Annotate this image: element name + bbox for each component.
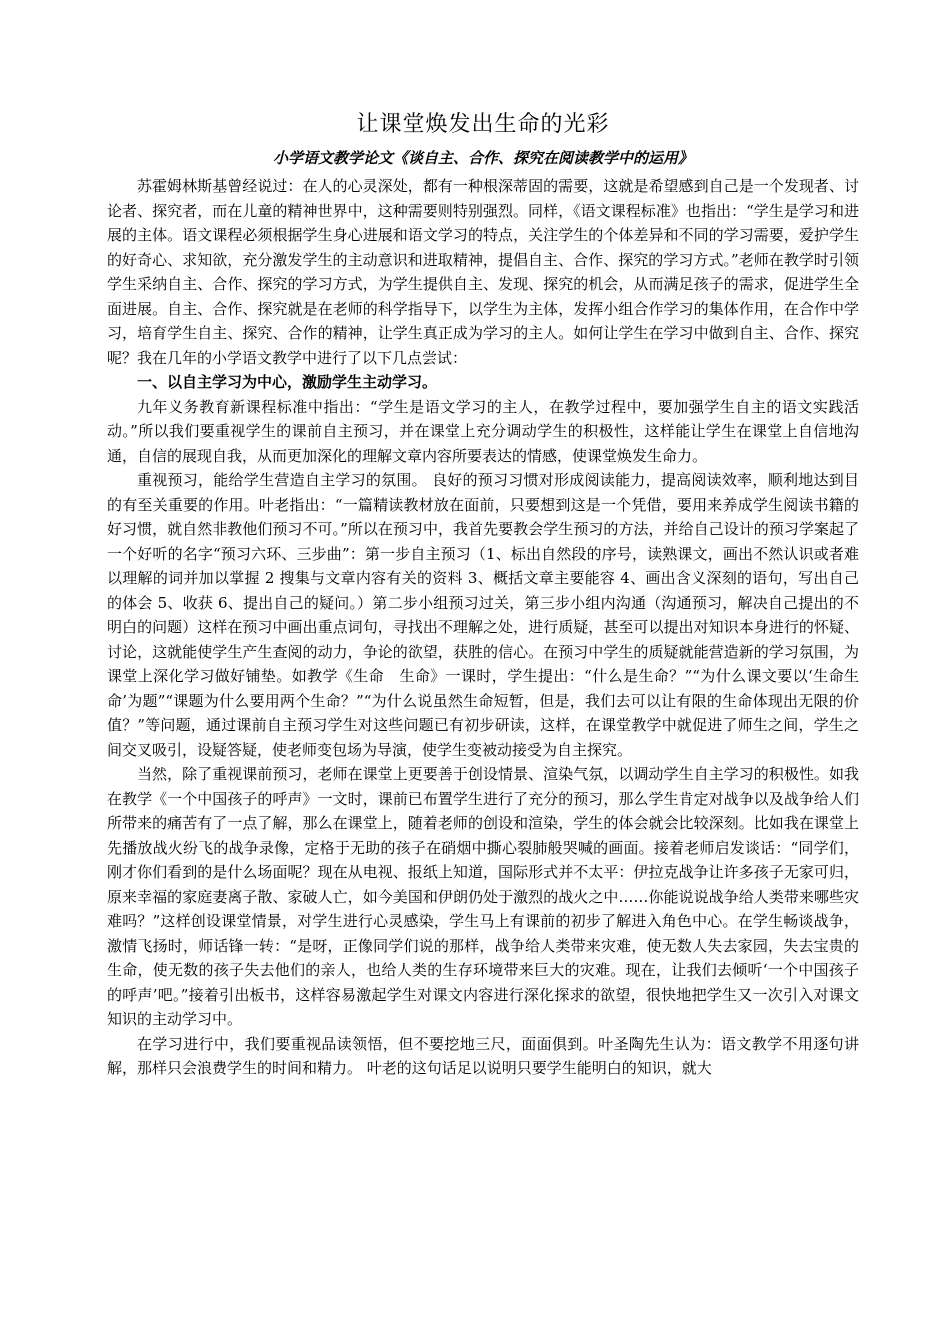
- body-paragraph: 九年义务教育新课程标准中指出：“学生是语文学习的主人，在教学过程中，要加强学生自主的语文实践活动。”所以我们要重视学生的课前自主预习，并在课堂上充分调动学生的积极性，这样能让学生在课堂上自信地沟通，自信的展现自我，从而更加深化的理解文章内容所要表达的情感，使课堂焕发生命力。: [107, 397, 859, 465]
- body-paragraph: 重视预习，能给学生营造自主学习的氛围。 良好的预习习惯对形成阅读能力，提高阅读效率，顺利地达到目的有至关重要的作用。叶老指出：“一篇精读教材放在面前，只要想到这是一个凭借，要用来养成学生阅读书籍的好习惯，就自然非教他们预习不可。”所以在预习中，我首先要教会学生预习的方法，并给自己设计的预习学案起了一个好听的名字“预习六环、三步曲”：第一步自主预习（1、标出自然段的序号，读熟课文，画出不然认识或者难以理解的词并加以掌握 2 搜集与文章内容有关的资料 3、概括文章主要能容 4、画出含义深刻的语句，写出自己的体会 5、收获 6、提出自己的疑问。）第二步小组预习过关，第三步小组内沟通（沟通预习，解决自己提出的不明白的问题）这样在预习中画出重点词句，寻找出不理解之处，进行质疑，甚至可以提出对知识本身进行的怀疑、讨论，这就能使学生产生查阅的动力，争论的欲望，获胜的信心。在预习中学生的质疑就能营造新的学习氛围，为课堂上深化学习做好铺垫。如教学《生命 生命》一课时，学生提出：“什么是生命？”“为什么课文要以‘生命生命’为题”“课题为什么要用两个生命？”“为什么说虽然生命短暂，但是，我们去可以让有限的生命体现出无限的价值？”等问题，通过课前自主预习学生对这些问题已有初步研读，这样，在课堂教学中就促进了师生之间，学生之间交叉吸引，设疑答疑，使老师变包场为导演，使学生变被动接受为自主探究。: [107, 471, 859, 759]
- document-subtitle: 小学语文教学论文《谈自主、合作、探究在阅读教学中的运用》: [272, 149, 693, 167]
- section-heading-1: 一、以自主学习为中心，激励学生主动学习。: [137, 373, 438, 391]
- body-paragraph: 当然，除了重视课前预习，老师在课堂上更要善于创设情景、渲染气氛，以调动学生自主学习的积极性。如我在教学《一个中国孩子的呼声》一文时，课前已布置学生进行了充分的预习，那么学生肯定对战争以及战争给人们所带来的痛苦有了一点了解，那么在课堂上，随着老师的创设和渲染，学生的体会就会比较深刻。比如我在课堂上先播放战火纷飞的战争录像，定格于无助的孩子在硝烟中撕心裂肺般哭喊的画面。接着老师启发谈话：“同学们，刚才你们看到的是什么场面呢？现在从电视、报纸上知道，国际形式并不太平：伊拉克战争让许多孩子无家可归，原来幸福的家庭妻离子散、家破人亡，如今美国和伊朗仍处于激烈的战火之中……你能说说战争给人类带来哪些灾难吗？”这样创设课堂情景，对学生进行心灵感染，学生马上有课前的初步了解进入角色中心。在学生畅谈战争，激情飞扬时，师话锋一转：“是呀，正像同学们说的那样，战争给人类带来灾难，使无数人失去家园，失去宝贵的生命，使无数的孩子失去他们的亲人，也给人类的生存环境带来巨大的灾难。现在，让我们去倾听‘一个中国孩子的呼声’吧。”接着引出板书，这样容易激起学生对课文内容进行深化探求的欲望，很快地把学生又一次引入对课文知识的主动学习中。: [107, 765, 859, 1028]
- document-page: [107, 108, 859, 1081]
- body-paragraph: 在学习进行中，我们要重视品读领悟，但不要挖地三尺，面面俱到。叶圣陶先生认为：语文教学不用逐句讲解，那样只会浪费学生的时间和精力。 叶老的这句话足以说明只要学生能明白的知识，就大: [107, 1034, 859, 1077]
- document-title: 让课堂焕发出生命的光彩: [356, 112, 610, 137]
- intro-paragraph: 苏霍姆林斯基曾经说过：在人的心灵深处，都有一种根深蒂固的需要，这就是希望感到自己是一个发现者、讨论者、探究者，而在儿童的精神世界中，这种需要则特别强烈。同样，《语文课程标准》也指出：“学生是学习和进展的主体。语文课程必须根据学生身心进展和语文学习的特点，关注学生的个体差异和不同的学习需要，爱护学生的好奇心、求知欲，充分激发学生的主动意识和进取精神，提倡自主、合作、探究的学习方式。”老师在教学时引领学生采纳自主、合作、探究的学习方式，为学生提供自主、发现、探究的机会，从而满足孩子的需求，促进学生全面进展。自主、合作、探究就是在老师的科学指导下，以学生为主体，发挥小组合作学习的集体作用，在合作中学习，培育学生自主、探究、合作的精神，让学生真正成为学习的主人。如何让学生在学习中做到自主、合作、探究呢？我在几年的小学语文教学中进行了以下几点尝试：: [107, 177, 859, 367]
